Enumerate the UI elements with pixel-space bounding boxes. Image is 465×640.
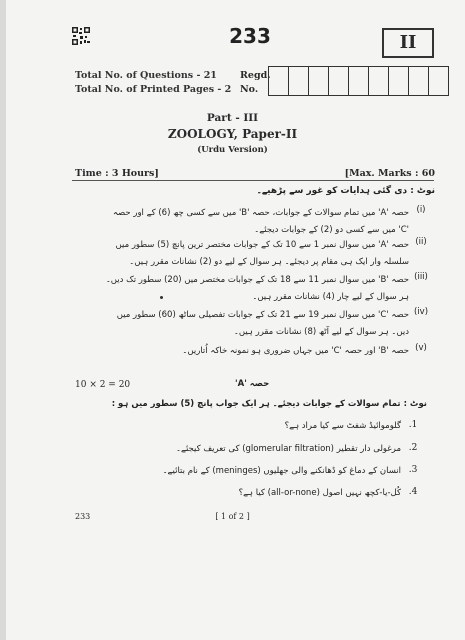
instruction-text: حصہ 'A' میں سوال نمبر 1 سے 10 تک کے جوابات مختصر ترین پانچ (5) سطور میں سلسلہ وار ایک ہی مقام پر دیجئے۔ ہر سوال کے لیے دو (2) نشانات مقرر ہیں۔ — [115, 240, 409, 267]
subject-title: ZOOLOGY, Paper-II — [167, 127, 298, 141]
instruction-item — [103, 307, 433, 341]
instructions-heading: نوٹ : دی گئی ہدایات کو غور سے پڑھیے۔ — [256, 186, 435, 196]
version-label: (Urdu Version) — [197, 145, 268, 155]
instruction-text: حصہ 'B' میں سوال نمبر 11 سے 18 تک کے جوابات مختصر میں (20) سطور تک دیں۔ ہر سوال کے لیے چار (4) نشانات مقرر ہیں۔ — [105, 275, 409, 302]
set-code-box: II — [382, 28, 434, 58]
regd-digit-box[interactable] — [269, 67, 289, 95]
total-questions: Total No. of Questions - 21 — [75, 70, 217, 81]
question-item — [125, 420, 425, 431]
question-number: .1 — [408, 420, 418, 430]
instruction-item — [103, 205, 433, 239]
instruction-number: (iii) — [414, 272, 428, 282]
instruction-text: حصہ 'A' میں تمام سوالات کے جوابات، حصہ 'B' میں سے کسی چھ (6) کے اور حصہ 'C' میں سے کسی دو (2) کے جوابات دیجئے۔ — [113, 208, 409, 235]
instruction-text: حصہ 'C' میں سوال نمبر 19 سے 21 تک کے جوابات تفصیلی ساٹھ (60) سطور میں دیں۔ ہر سوال کے لیے آٹھ (8) نشانات مقرر ہیں۔ — [116, 310, 409, 337]
regd-digit-box[interactable] — [389, 67, 409, 95]
regd-digit-box[interactable] — [309, 67, 329, 95]
regd-no-label: No. — [240, 84, 259, 95]
instruction-number: (i) — [416, 205, 426, 215]
regd-digit-box[interactable] — [329, 67, 349, 95]
instruction-number: (iv) — [413, 307, 429, 317]
instruction-item — [103, 343, 433, 360]
question-text: انسان کے دماغ کو ڈھانکنے والی جھلیوں (meninges) کے نام بتائیے۔ — [162, 466, 401, 476]
instruction-number: (v) — [415, 343, 427, 353]
header-divider — [72, 180, 434, 181]
regd-digit-box[interactable] — [429, 67, 448, 95]
question-number: .4 — [408, 487, 418, 497]
footer-paper-code: 233 — [75, 512, 91, 521]
regd-digit-box[interactable] — [349, 67, 369, 95]
ink-dot — [160, 296, 163, 299]
footer-page-number: [ 1 of 2 ] — [215, 512, 250, 521]
total-pages: Total No. of Printed Pages - 2 — [75, 84, 232, 95]
question-text: گلوموائیڈ شفٹ سے کیا مراد ہے؟ — [284, 421, 401, 431]
instruction-number: (ii) — [415, 237, 427, 247]
instruction-item — [103, 272, 433, 306]
registration-number-boxes[interactable] — [268, 66, 449, 96]
regd-digit-box[interactable] — [289, 67, 309, 95]
section-a-title: حصہ 'A' — [235, 379, 270, 389]
question-item — [125, 465, 425, 476]
qr-code-icon — [72, 27, 90, 45]
question-number: .3 — [408, 465, 418, 475]
question-item — [125, 443, 425, 454]
regd-label: Regd. — [240, 70, 271, 81]
question-number: .2 — [408, 443, 418, 453]
question-text: مرغولی دار تقطیر (glomerular filtration) کی تعریف کیجئے۔ — [176, 444, 401, 454]
section-a-note: نوٹ : تمام سوالات کے جوابات دیجئے۔ ہر ایک جواب پانچ (5) سطور میں ہو : — [111, 399, 427, 409]
part-label: Part - III — [206, 112, 259, 124]
exam-time: Time : 3 Hours] — [75, 168, 159, 179]
question-item — [125, 487, 425, 498]
question-text: کُل-یا-کچھ نہیں اصول (all-or-none) کیا ہے؟ — [238, 488, 401, 498]
instruction-text: حصہ 'B' اور حصہ 'C' میں جہاں ضروری ہو نمونہ خاکہ اُتاریں۔ — [182, 346, 409, 356]
paper-code: 233 — [229, 24, 271, 48]
regd-digit-box[interactable] — [369, 67, 389, 95]
regd-digit-box[interactable] — [409, 67, 429, 95]
max-marks: [Max. Marks : 60 — [344, 168, 435, 179]
section-a-marks: 10 × 2 = 20 — [75, 380, 131, 390]
instruction-item — [103, 237, 433, 271]
